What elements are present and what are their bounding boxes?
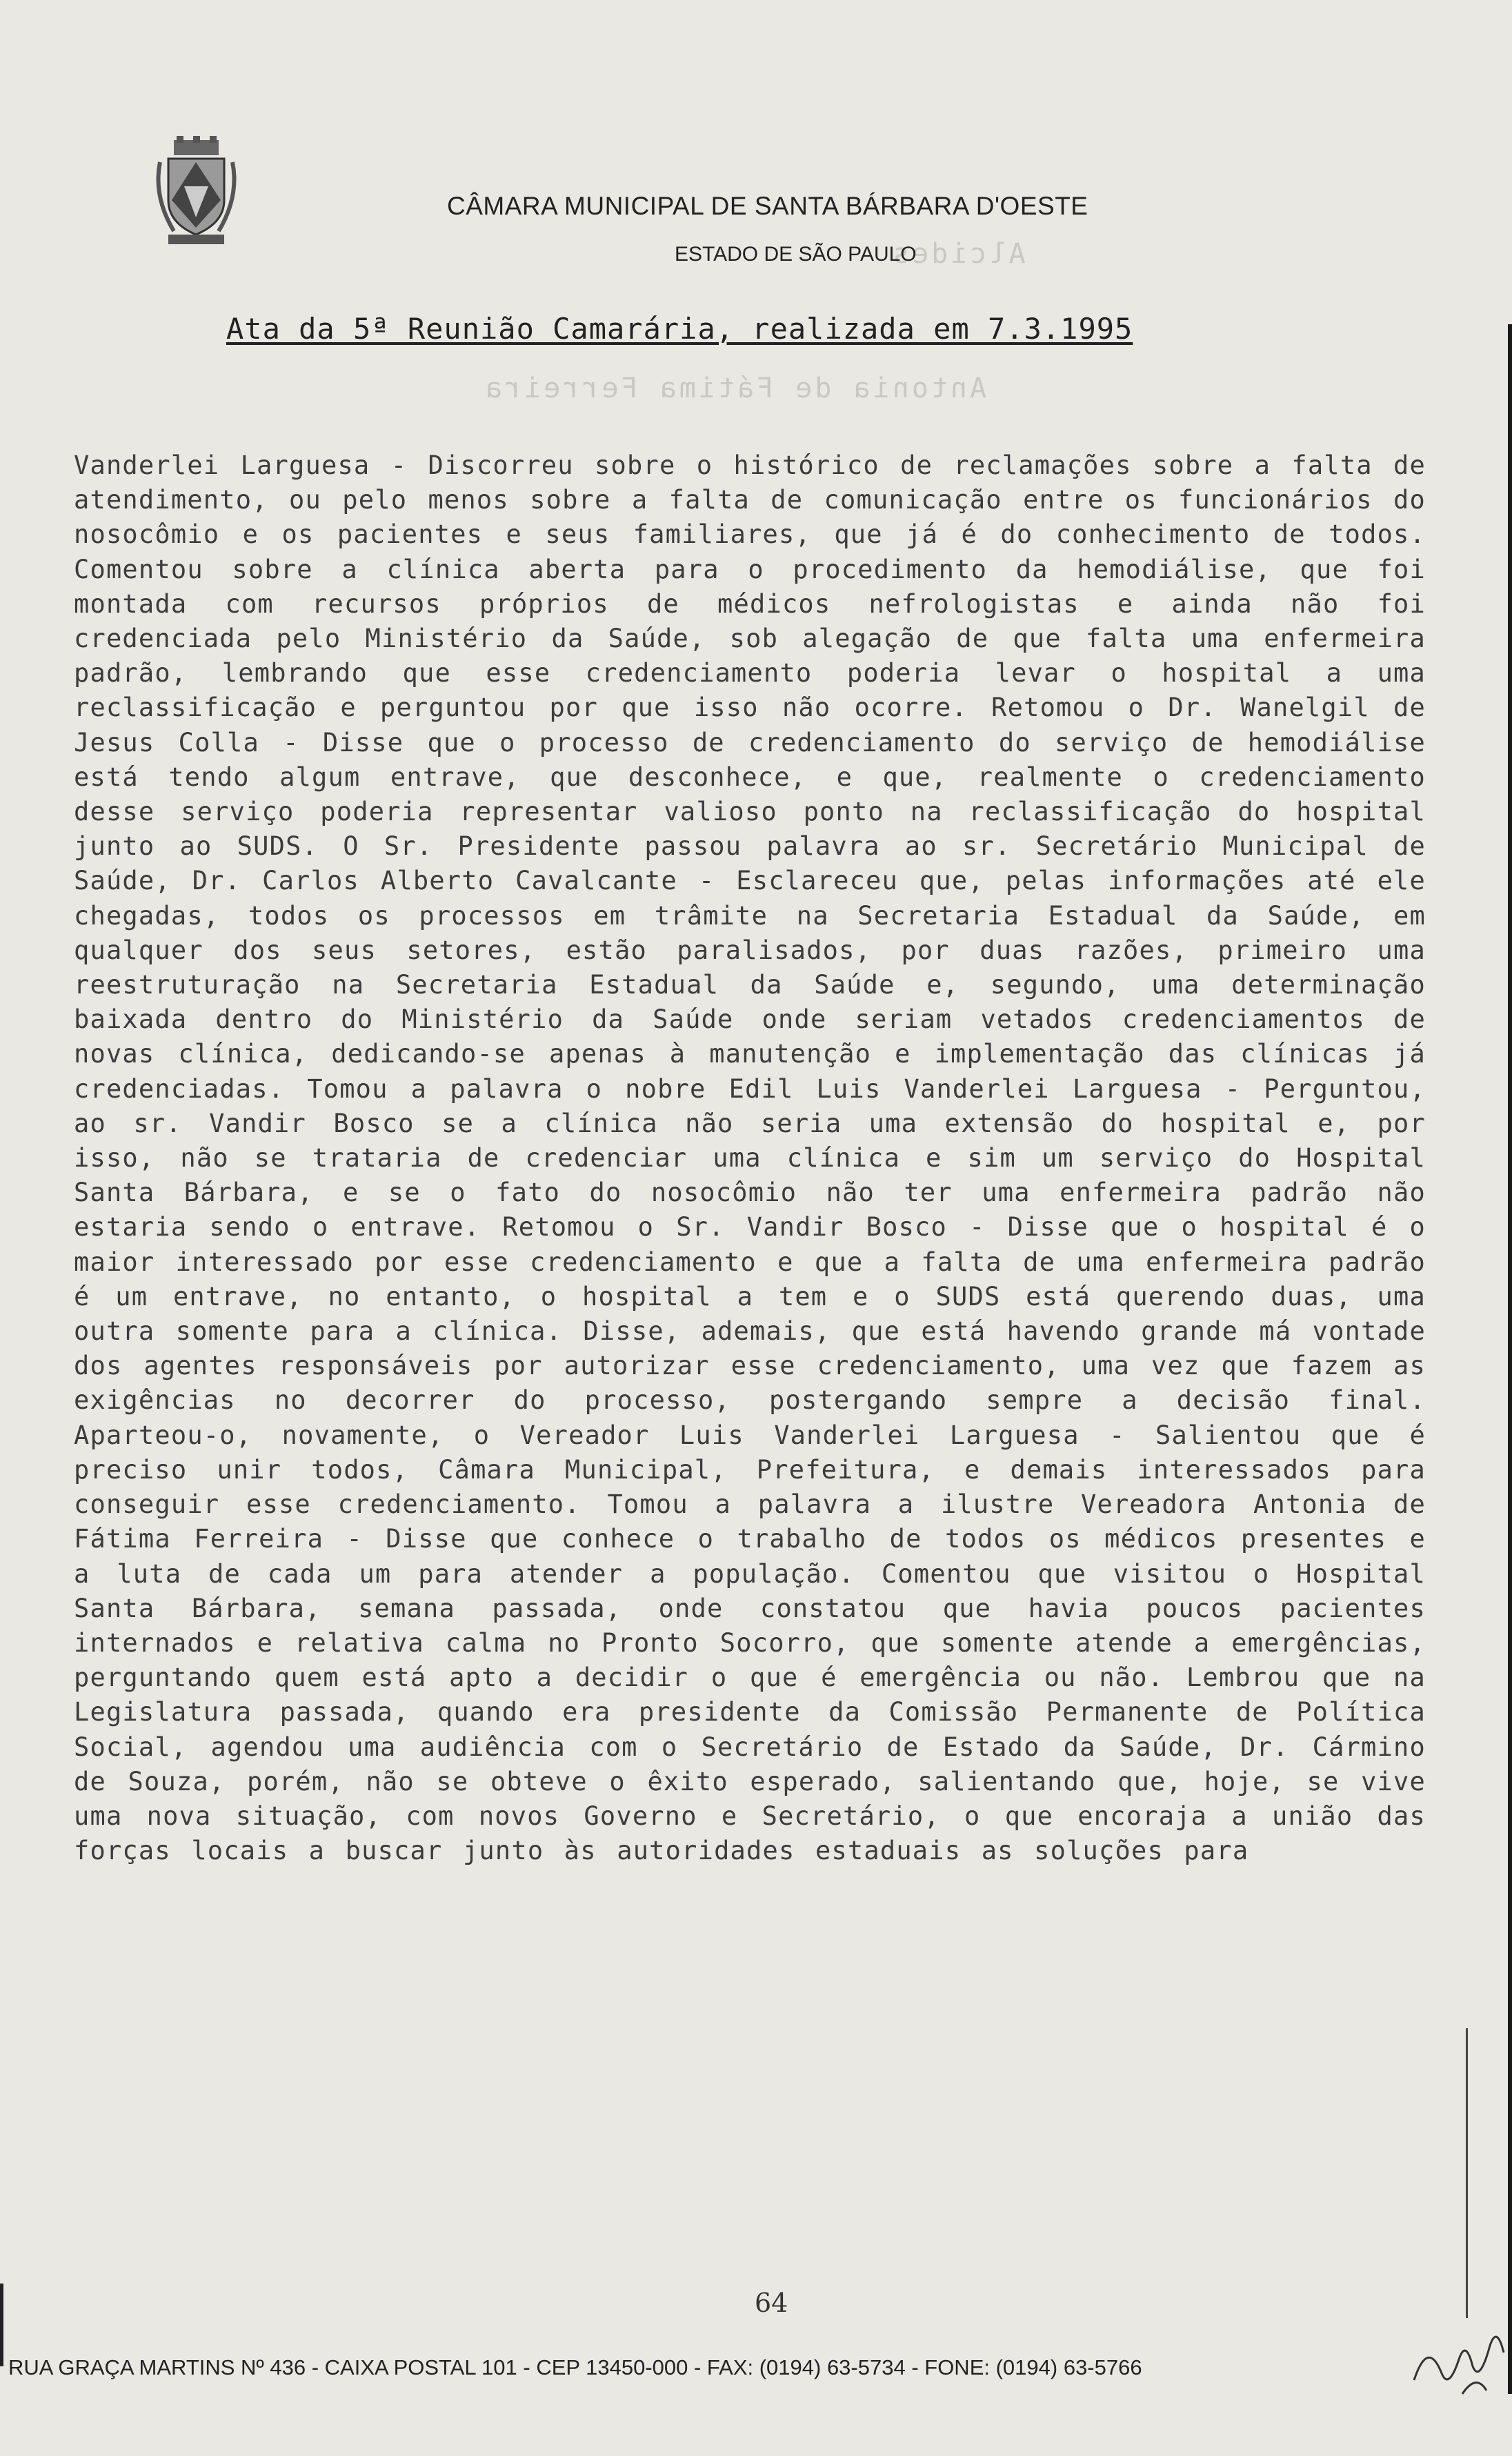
footer-address: RUA GRAÇA MARTINS Nº 436 - CAIXA POSTAL 101 - CEP 13450-000 - FAX: (0194) 63-5734 - FONE: (0194) 63-5766 <box>8 2355 1142 2379</box>
minutes-title: Ata da 5ª Reunião Camarária, realizada em 7.3.1995 <box>226 312 1133 346</box>
bleed-through: Alcides <box>890 238 1026 270</box>
signature-icon <box>1400 2270 1511 2408</box>
municipal-coat-of-arms-icon <box>153 135 239 248</box>
margin-mark <box>0 2284 3 2366</box>
minutes-body-text: Vanderlei Larguesa - Discorreu sobre o histórico de reclamações sobre a falta de atendimento, ou pelo menos sobre a falta de comunicação entre os funcionários do nosocômio e os pacientes e seus familiares, que já é do conhecimento de todos. Comentou sobre a clínica aberta para o procedimento da hemodiálise, que foi montada com recursos próprios de médicos nefrologistas e ainda não foi credenciada pelo Ministério da Saúde, sob alegação de que falta uma enfermeira padrão, lembrando que esse credenciamento poderia levar o hospital a uma reclassificação e perguntou por que isso não ocorre. Retomou o Dr. Wanelgil de Jesus Colla - Disse que o processo de credenciamento do serviço de hemodiálise está tendo algum entrave, que desconhece, e que, realmente o credenciamento desse serviço poderia representar valioso ponto na reclassificação do hospital junto ao SUDS. O Sr. Presidente passou palavra ao sr. Secretário Municipal de Saúde, Dr. Carlos Alberto Cavalcante - Esclareceu que, pelas informações até ele chegadas, todos os processos em trâmite na Secretaria Estadual da Saúde, em qualquer dos seus setores, estão paralisados, por duas razões, primeiro uma reestruturação na Secretaria Estadual da Saúde e, segundo, uma determinação baixada dentro do Ministério da Saúde onde seriam vetados credenciamentos de novas clínica, dedicando-se apenas à manutenção e implementação das clínicas já credenciadas. Tomou a palavra o nobre Edil Luis Vanderlei Larguesa - Perguntou, ao sr. Vandir Bosco se a clínica não seria uma extensão do hospital e, por isso, não se trataria de credenciar uma clínica e sim um serviço do Hospital Santa Bárbara, e se o fato do nosocômio não ter uma enfermeira padrão não estaria sendo o entrave. Retomou o Sr. Vandir Bosco - Disse que o hospital é o maior interessado por esse credenciamento e que a falta de uma enfermeira padrão é um entrave, no entanto, o hospital a tem e o SUDS está querendo duas, uma outra somente para a clínica. Disse, ademais, que está havendo grande má vontade dos agentes responsáveis por autorizar esse credenciamento, uma vez que fazem as exigências no decorrer do processo, postergando sempre a decisão final. Aparteou-o, novamente, o Vereador Luis Vanderlei Larguesa - Salientou que é preciso unir todos, Câmara Municipal, Prefeitura, e demais interessados para conseguir esse credenciamento. Tomou a palavra a ilustre Vereadora Antonia de Fátima Ferreira - Disse que conhece o trabalho de todos os médicos presentes e a luta de cada um para atender a população. Comentou que visitou o Hospital Santa Bárbara, semana passada, onde constatou que havia poucos pacientes internados e relativa calma no Pronto Socorro, que somente atende a emergências, perguntando quem está apto a decidir o que é emergência ou não. Lembrou que na Legislatura passada, quando era presidente da Comissão Permanente de Política Social, agendou uma audiência com o Secretário de Estado da Saúde, Dr. Cármino de Souza, porém, não se obteve o êxito esperado, salientando que, hoje, se vive uma nova situação, com novos Governo e Secretário, o que encoraja a união das forças locais a buscar junto às autoridades estaduais as soluções para <box>74 450 1426 1866</box>
state-name: ESTADO DE SÃO PAULO <box>675 243 917 266</box>
institution-name: CÂMARA MUNICIPAL DE SANTA BÁRBARA D'OESTE <box>447 192 1088 220</box>
page-number: 64 <box>755 2288 788 2318</box>
bleed-through: Antonia de Fátima Ferreira <box>483 373 987 404</box>
page-edge <box>1508 324 1512 2394</box>
